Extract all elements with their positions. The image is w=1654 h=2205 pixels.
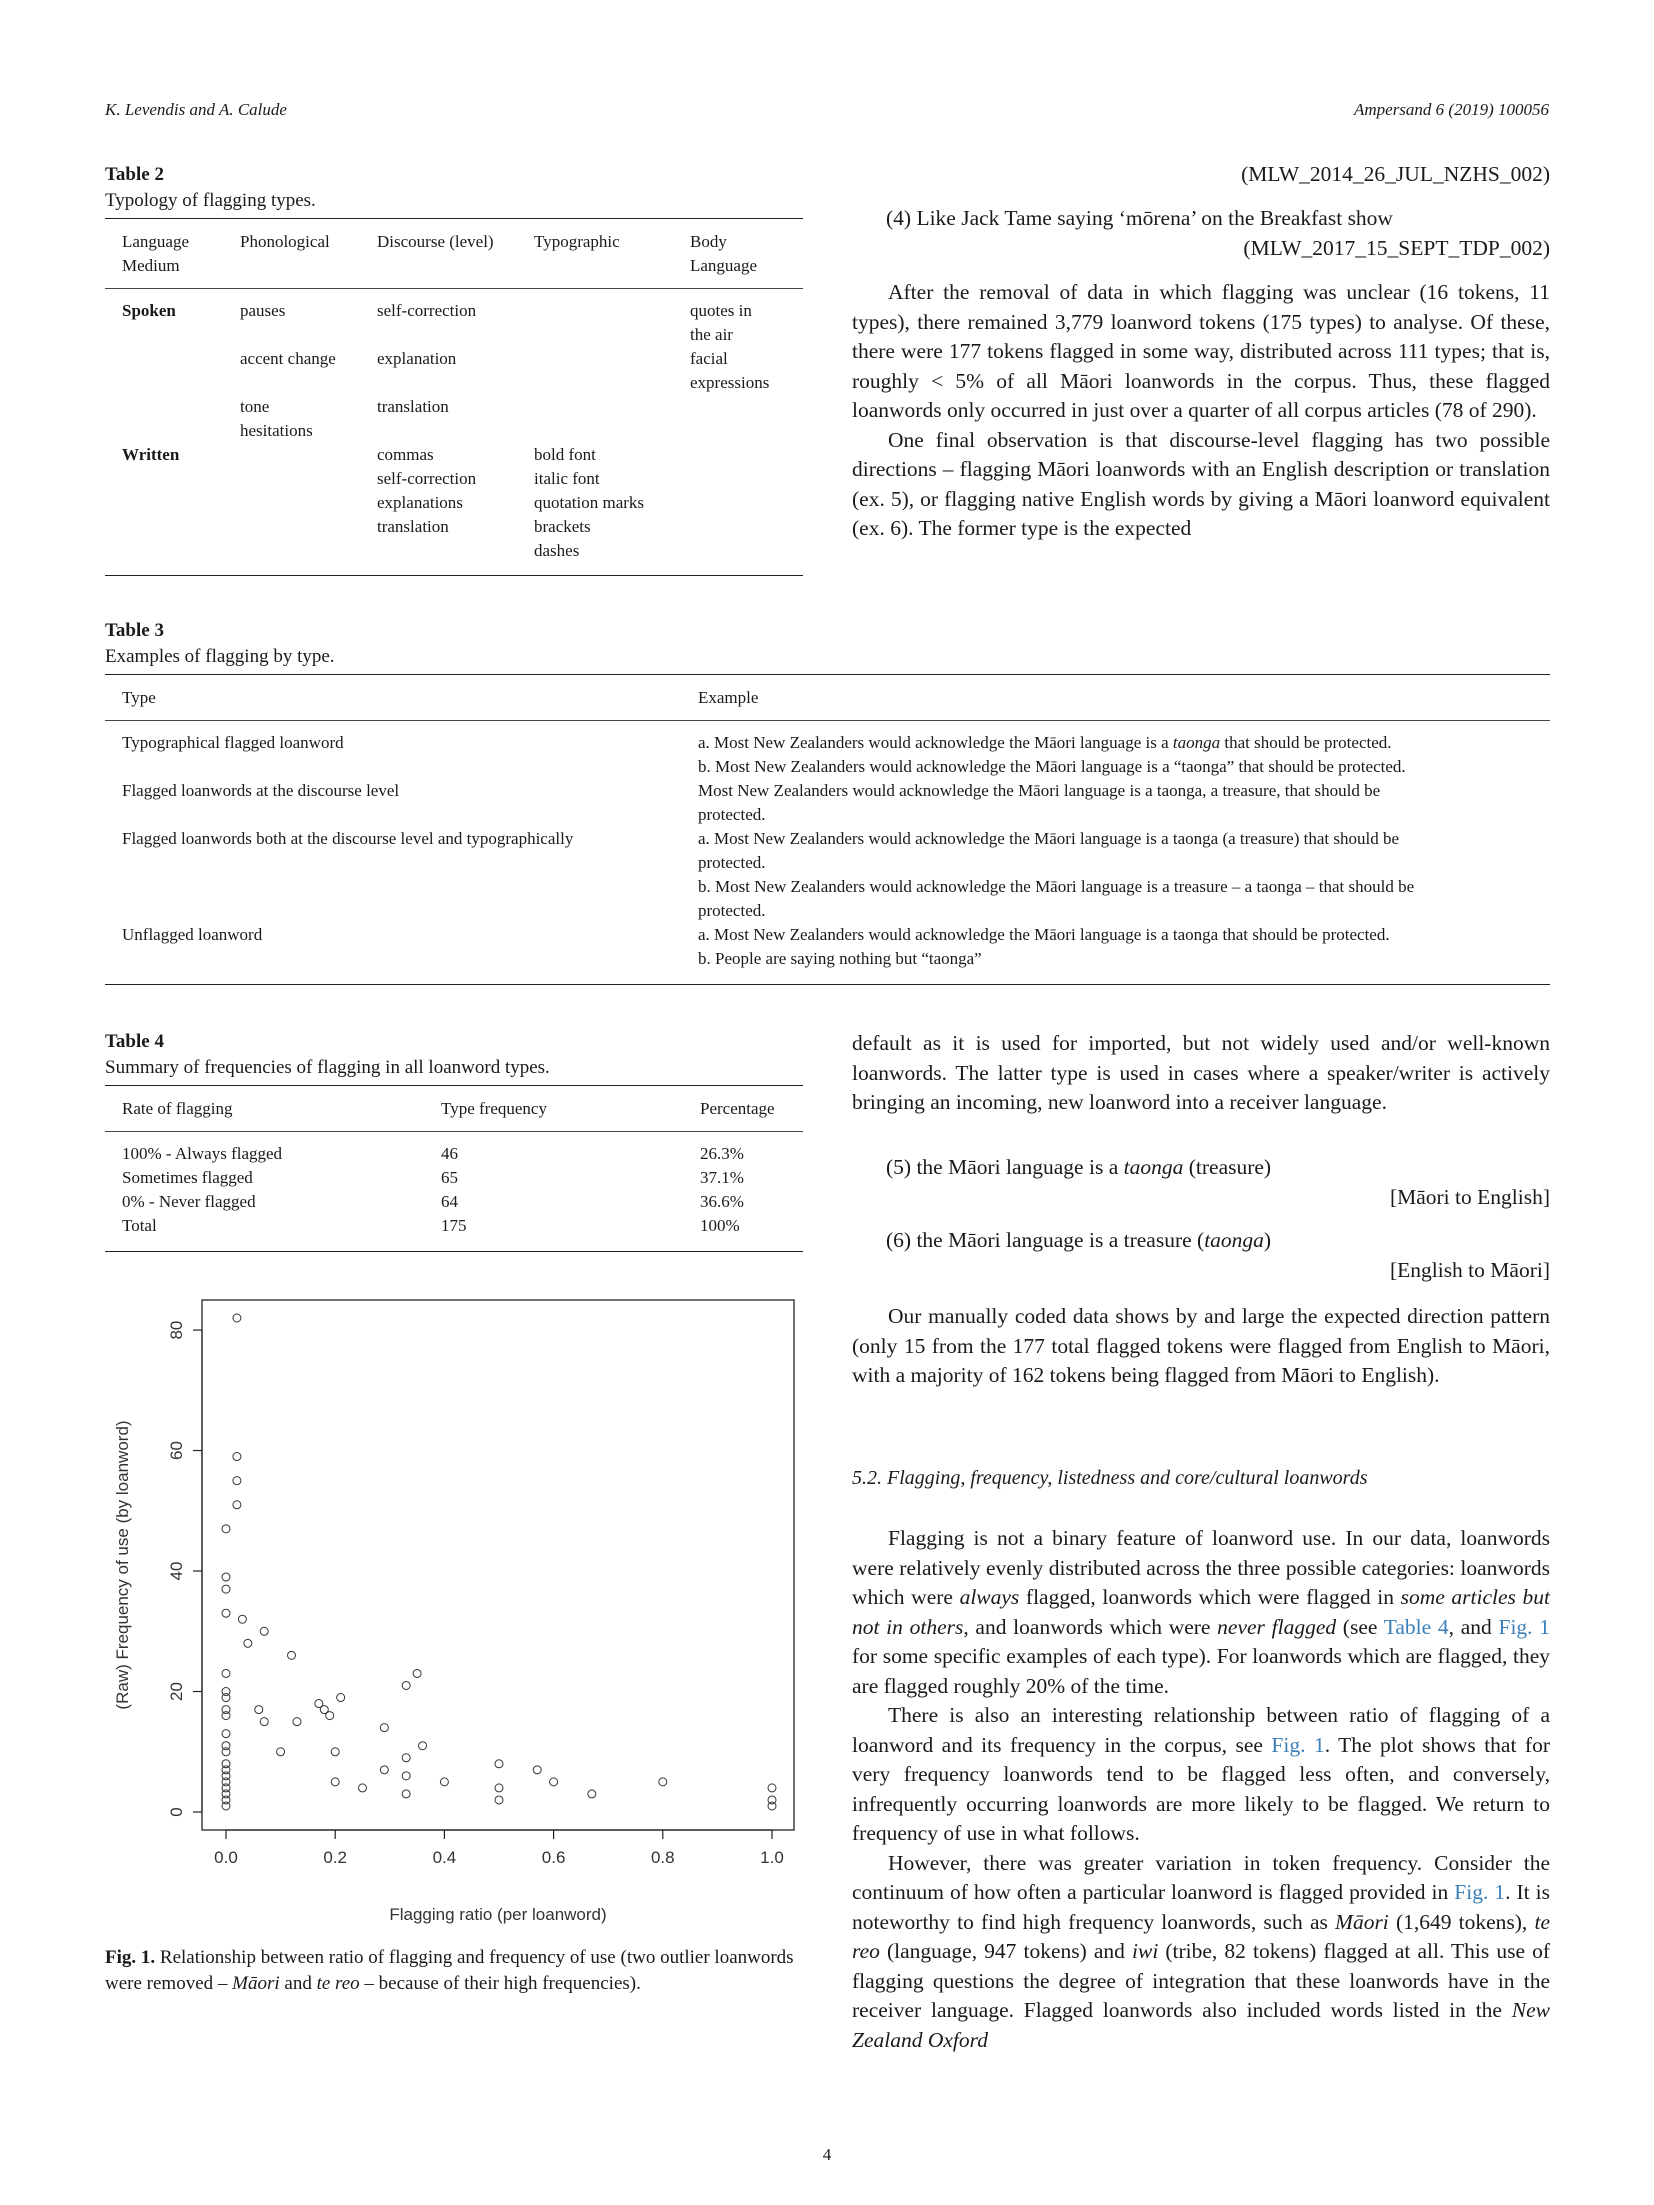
scatter-point <box>222 1730 230 1738</box>
t2-spoken-phon-3: tone <box>240 397 270 416</box>
scatter-point <box>222 1525 230 1533</box>
fig-1-link[interactable]: Fig. 1 <box>1454 1880 1506 1904</box>
paragraph-flagging-binary: Flagging is not a binary feature of loanword use. In our data, loanwords were relatively evenly distributed across the three possible categories: loanwords which were always flagged, loanwords which were flagged in some articles but not in others, and loanwords which were never flagged (see Table 4, and Fig. 1 for some specific examples of each type). For loanwords which are flagged, they are flagged roughly 20% of the time. <box>852 1526 1550 1698</box>
scatter-point <box>768 1784 776 1792</box>
running-head-journal: Ampersand 6 (2019) 100056 <box>1353 100 1549 119</box>
y-tick-label: 60 <box>167 1441 186 1460</box>
x-tick-label: 0.0 <box>214 1848 238 1867</box>
fig-1-link[interactable]: Fig. 1 <box>1271 1732 1325 1757</box>
t2-spoken-label: Spoken <box>122 301 176 320</box>
table-row: 100% - Always flagged <box>122 1144 283 1163</box>
example-6: (6) the Māori language is a treasure (taonga) <box>886 1228 1272 1252</box>
table-4-header-rule <box>105 1131 803 1132</box>
t3-row-3-example: a. Most New Zealanders would acknowledge the Māori language is a taonga (a treasure) that should be protected. b. Most New Zealanders would acknowledge the Māori language is a treasure – a taonga – that should be protected. <box>698 829 1415 920</box>
body-paragraphs-bottom <box>852 1524 1550 2055</box>
paragraph-relationship: There is also an interesting relationship between ratio of flagging of a loanword and its frequency in the corpus, see Fig. 1. The plot shows that for very frequency loanwords tend to be flagged less often, and conversely, infrequently occurring loanwords are more likely to be flagged. We return to frequency of use in what follows. <box>852 1703 1550 1845</box>
paragraph-final-observation: One final observation is that discourse-level flagging has two possible directions – flagging Māori loanwords with an English description or translation (ex. 5), or flagging native English words by giving a Māori loanword equivalent (ex. 6). The former type is the expected <box>852 427 1550 540</box>
scatter-point <box>550 1778 558 1786</box>
example-ref-2: (MLW_2017_15_SEPT_TDP_002) <box>1243 236 1550 260</box>
scatter-point <box>233 1501 241 1509</box>
t2-header-discourse: Discourse (level) <box>377 232 494 251</box>
x-axis-label: Flagging ratio (per loanword) <box>389 1905 607 1924</box>
scatter-point <box>260 1627 268 1635</box>
scatter-point <box>233 1314 241 1322</box>
table-row: Total <box>122 1216 157 1235</box>
y-tick-label: 80 <box>167 1320 186 1340</box>
scatter-point <box>244 1639 252 1647</box>
t2-spoken-phon-4: hesitations <box>240 421 313 440</box>
y-tick-label: 0 <box>167 1807 186 1817</box>
scatter-point <box>222 1742 230 1750</box>
scatter-point <box>326 1712 334 1720</box>
scatter-point <box>768 1796 776 1804</box>
paragraph-removal: After the removal of data in which flagging was unclear (16 tokens, 11 types), there remained 3,779 loanword tokens (175 types) to analyse. Of these, there were 177 tokens flagged in some way, distributed across 111 types; that is, roughly < 5% of all Māori loanwords in the corpus. Thus, these flagged loanwords only occurred in just over a quarter of all corpus articles (78 of 290). <box>852 280 1550 422</box>
t3-row-2-example: Most New Zealanders would acknowledge the Māori language is a taonga, a treasure, that should be protected. <box>698 781 1381 824</box>
t2-spoken-phon-1: pauses <box>240 301 286 320</box>
t2-spoken-disc-1: self-correction <box>377 301 477 320</box>
x-axis <box>214 1830 784 1867</box>
table-4-top-rule <box>105 1085 803 1086</box>
table-3-top-rule <box>105 674 1550 675</box>
scatter-point <box>402 1681 410 1689</box>
t2-spoken-disc-3: translation <box>377 397 449 416</box>
t4-header-percentage: Percentage <box>700 1099 775 1118</box>
table-2-label: Table 2 <box>105 164 164 185</box>
t2-spoken-phon-2: accent change <box>240 349 336 368</box>
paragraph-default: default as it is used for imported, but not widely used and/or well-known loanwords. The latter type is used in cases where a speaker/writer is actively bringing an incoming, new loanword into a receiver language. <box>852 1031 1550 1114</box>
scatter-point <box>260 1718 268 1726</box>
scatter-point <box>293 1718 301 1726</box>
scatter-point <box>402 1754 410 1762</box>
scatter-point <box>222 1669 230 1677</box>
t3-row-3-type: Flagged loanwords both at the discourse level and typographically <box>122 829 574 848</box>
x-tick-label: 0.6 <box>541 1848 566 1867</box>
scatter-point <box>495 1796 503 1804</box>
t2-header-language-medium: Language Medium <box>122 232 190 275</box>
example-6-direction: [English to Māori] <box>1389 1258 1550 1282</box>
scatter-point <box>233 1453 241 1461</box>
table-3-caption: Examples of flagging by type. <box>105 646 335 667</box>
t3-row-1-type: Typographical flagged loanword <box>122 733 344 752</box>
t4-col-type-frequency: 46 65 64 175 <box>441 1144 467 1235</box>
scatter-point <box>359 1784 367 1792</box>
example-5-direction: [Māori to English] <box>1389 1185 1550 1209</box>
fig-1-link[interactable]: Fig. 1 <box>1498 1614 1550 1639</box>
t4-header-rate: Rate of flagging <box>122 1099 233 1118</box>
scatter-point <box>331 1778 339 1786</box>
table-2-header-rule <box>105 288 803 289</box>
table-row: Sometimes flagged <box>122 1168 253 1187</box>
table-2-bottom-rule <box>105 575 803 576</box>
paragraph-manually-coded: Our manually coded data shows by and large the expected direction pattern (only 15 from the 177 total flagged tokens were flagged from English to Māori, with a majority of 162 tokens being flagged from Māori to English). <box>852 1304 1550 1387</box>
y-axis <box>167 1321 202 1817</box>
page-number: 4 <box>822 2145 832 2164</box>
t3-row-1-example: a. Most New Zealanders would acknowledge the Māori language is a taonga that should be protected. b. Most New Zealanders would acknowledge the Māori language is a “taonga” that should be protected. <box>698 733 1406 776</box>
example-ref-1: (MLW_2014_26_JUL_NZHS_002) <box>1241 162 1550 186</box>
scatter-point <box>277 1748 285 1756</box>
scatter-point <box>659 1778 667 1786</box>
y-tick-label: 20 <box>167 1682 186 1701</box>
scatter-point <box>402 1790 410 1798</box>
scatter-point <box>222 1706 230 1714</box>
scatter-point <box>222 1573 230 1581</box>
scatter-point <box>222 1585 230 1593</box>
scatter-point <box>419 1742 427 1750</box>
scatter-point <box>255 1706 263 1714</box>
table-2-caption: Typology of flagging types. <box>105 190 316 211</box>
t4-col-rate <box>122 1142 282 1238</box>
table-3-label: Table 3 <box>105 620 164 641</box>
example-5: (5) the Māori language is a taonga (treasure) <box>886 1155 1272 1179</box>
plot-box <box>202 1300 794 1830</box>
t3-header-type: Type <box>122 688 156 707</box>
table-4-bottom-rule <box>105 1251 803 1252</box>
t2-header-phonological: Phonological <box>240 232 330 251</box>
scatter-point <box>533 1766 541 1774</box>
t2-spoken-body: quotes in the air facial expressions <box>690 301 770 392</box>
scatter-point <box>380 1766 388 1774</box>
t2-written-typographic: bold font italic font quotation marks brackets dashes <box>534 445 645 560</box>
t2-header-typographic: Typographic <box>534 232 620 251</box>
scatter-point <box>440 1778 448 1786</box>
y-tick-label: 40 <box>167 1561 186 1581</box>
table-3-header-rule <box>105 720 1550 721</box>
scatter-point <box>331 1748 339 1756</box>
scatter-point <box>222 1609 230 1617</box>
t2-written-discourse: commas self-correction explanations translation <box>377 445 477 536</box>
scatter-points <box>222 1314 776 1810</box>
scatter-point <box>413 1669 421 1677</box>
y-axis-label: (Raw) Frequency of use (by loanword) <box>113 1420 132 1710</box>
t2-written-label: Written <box>122 445 180 464</box>
t4-col-percentage: 26.3% 37.1% 36.6% 100% <box>700 1144 744 1235</box>
table-row: 0% - Never flagged <box>122 1192 256 1211</box>
t3-row-4-example: a. Most New Zealanders would acknowledge the Māori language is a taonga that should be protected. b. People are saying nothing but “taonga” <box>698 925 1390 968</box>
scatter-point <box>495 1784 503 1792</box>
scatter-point <box>380 1724 388 1732</box>
t2-header-body-language: Body Language <box>690 232 758 275</box>
scatter-point <box>233 1477 241 1485</box>
t3-row-4-type: Unflagged loanword <box>122 925 263 944</box>
t3-header-example: Example <box>698 688 759 707</box>
scatter-point <box>495 1760 503 1768</box>
figure-1-caption: Fig. 1. Relationship between ratio of flagging and frequency of use (two outlier loanwords were removed – Māori and te reo – because of their high frequencies). <box>105 1947 794 1994</box>
x-tick-label: 0.2 <box>323 1848 348 1867</box>
scatter-point <box>337 1694 345 1702</box>
table-4-link[interactable]: Table 4 <box>1383 1614 1449 1639</box>
x-tick-label: 0.4 <box>432 1848 457 1867</box>
running-head-authors: K. Levendis and A. Calude <box>105 100 287 119</box>
scatter-point <box>588 1790 596 1798</box>
body-paragraphs-top <box>852 278 1550 544</box>
x-tick-label: 0.8 <box>650 1848 675 1867</box>
paragraph-variation: However, there was greater variation in token frequency. Consider the continuum of how often a particular loanword is flagged provided in Fig. 1. It is noteworthy to find high frequency loanwords, such as Māori (1,649 tokens), te reo (language, 947 tokens) and iwi (tribe, 82 tokens) flagged at all. This use of flagging questions the degree of integration that these loanwords have in the receiver language. Flagged loanwords also included words listed in the New Zealand Oxford <box>852 1850 1551 2052</box>
table-4-label: Table 4 <box>105 1031 164 1052</box>
table-4-caption: Summary of frequencies of flagging in all loanword types. <box>105 1057 550 1078</box>
t4-header-type-frequency: Type frequency <box>441 1099 547 1118</box>
t3-row-2-type: Flagged loanwords at the discourse level <box>122 781 400 800</box>
section-heading-5-2: 5.2. Flagging, frequency, listedness and core/cultural loanwords <box>852 1467 1368 1489</box>
t2-spoken-disc-2: explanation <box>377 349 457 368</box>
x-tick-label: 1.0 <box>760 1848 784 1867</box>
scatter-point <box>288 1651 296 1659</box>
table-2-top-rule <box>105 218 803 219</box>
scatter-point <box>402 1772 410 1780</box>
figure-1-scatter-plot <box>100 1280 820 1930</box>
table-3-bottom-rule <box>105 984 1550 985</box>
example-4: (4) Like Jack Tame saying ‘mōrena’ on the Breakfast show <box>886 206 1393 230</box>
scatter-point <box>222 1688 230 1696</box>
scatter-point <box>222 1760 230 1768</box>
scatter-point <box>238 1615 246 1623</box>
